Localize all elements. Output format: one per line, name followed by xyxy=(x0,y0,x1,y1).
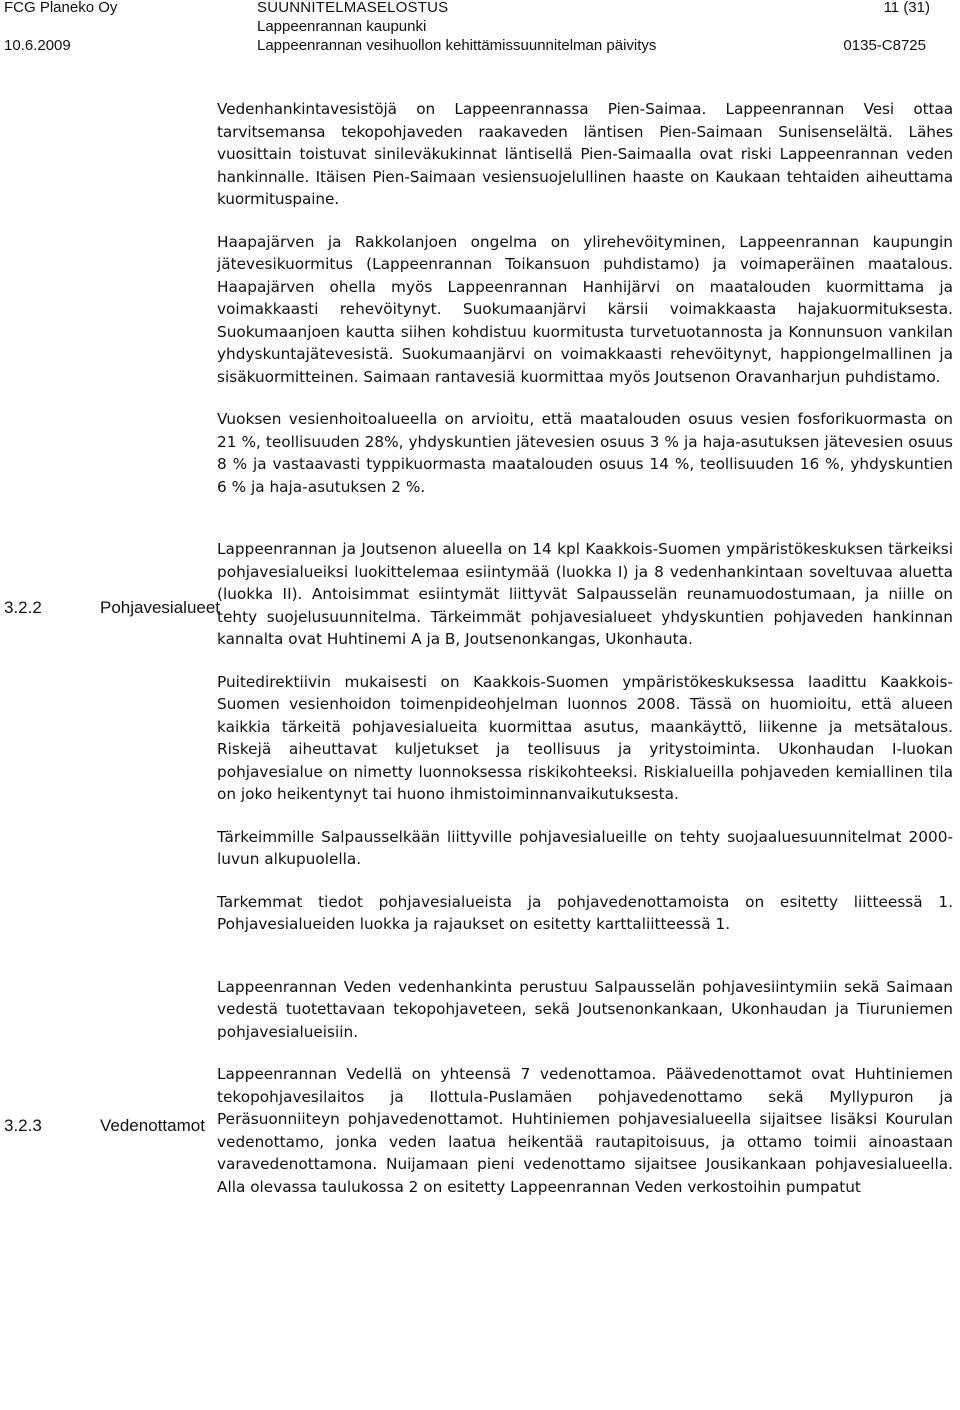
paragraph-protection-plans: Tärkeimmille Salpausselkään liittyville pohjavesialueille on tehty suojaaluesuunnitelmat 2000-luvun alkupuolella. xyxy=(217,827,953,868)
page-number: 11 (31) xyxy=(883,0,930,16)
document-type: SUUNNITELMASELOSTUS xyxy=(257,0,449,16)
company-name: FCG Planeko Oy xyxy=(4,0,118,16)
section-heading-pohjavesialueet xyxy=(4,597,220,619)
paragraph-eutrophication: Haapajärven ja Rakkolanjoen ongelma on ylirehevöityminen, Lappeenrannan kaupungin jätevesikuormitus (Lappeenrannan Toikansuon puhdistamo) ja voimaperäinen maatalous. Haapajärven ohella myös Lappeenrannan Hanhijärvi on maatalouden kuormittama ja voimakkaasti rehevöitynyt. Suokumaanjärvi kärsii voimakkaasta hajakuormituksesta. Suokumaanjoen kautta siihen kohdistuu kuormitusta turvetuotannosta ja Konnunsuon vankilan yhdyskuntajätevesistä. Suokumaanjärvi on voimakkaasti rehevöitynyt, happiongelmallinen ja sisäkuormitteinen. Saimaan rantavesiä kuormittaa myös Joutsenon Oravanharjun puhdistamo. xyxy=(217,232,953,386)
page-header xyxy=(0,0,960,62)
section-title: Vedenottamot xyxy=(100,1116,205,1135)
paragraph-nutrient-loads: Vuoksen vesienhoitoalueella on arvioitu, että maatalouden osuus vesien fosforikuormasta on 21 %, teollisuuden 28%, yhdyskuntien jätevesien osuus 3 % ja haja-asutuksen jätevesien osuus 8 % ja vastaavasti typpikuormasta maatalouden osuus 14 %, teollisuuden 16 %, yhdyskuntien 6 % ja haja-asutuksen 2 %. xyxy=(217,410,953,496)
client-name: Lappeenrannan kaupunki xyxy=(257,18,427,35)
section-title: Pohjavesialueet xyxy=(100,598,221,617)
paragraph-appendix-reference: Tarkemmat tiedot pohjavesialueista ja pohjavedenottamoista on esitetty liitteessä 1. Pohjavesialueiden luokka ja rajaukset on esitetty karttaliitteessä 1. xyxy=(217,892,953,933)
paragraph-intake-plants: Lappeenrannan Vedellä on yhteensä 7 vedenottamoa. Päävedenottamot ovat Huhtiniemen tekopohjavesilaitos ja Ilottula-Puslamäen pohjavedenottamo sekä Myllypuron ja Peräsuonniiteyn pohjavedenottamot. Huhtiniemen pohjavesialueella sijaitsee lisäksi Kourulan vedenottamo, jonka veden laatua heikentää rautapitoisuus, ja ottamo toimii ainoastaan varavedenottamona. Nuijamaan pieni vedenottamo sijaitsee Jousikankaan pohjavesialueella. Alla olevassa taulukossa 2 on esitetty Lappeenrannan Veden verkostoihin pumpatut xyxy=(217,1065,953,1196)
paragraph-water-sources: Vedenhankintavesistöjä on Lappeenrannassa Pien-Saimaa. Lappeenrannan Vesi ottaa tarvitsemansa tekopohjaveden raakaveden läntisen Pien-Saimaan Sunisenselältä. Lähes vuosittain toistuvat sinileväkukinnat läntisellä Pien-Saimaalla ovat riski Lappeenrannan veden hankinnalle. Itäisen Pien-Saimaan vesiensuojelullinen haaste on Kaukaan tehtaiden aiheuttama kuormituspaine. xyxy=(217,100,953,208)
paragraph-framework-directive: Puitedirektiivin mukaisesti on Kaakkois-Suomen ympäristökeskuksessa laadittu Kaakkois-Suomen vesienhoidon toimenpideohjelman luonnos 2008. Tässä on huomioitu, että alueen kaikkia tärkeitä pohjavesialueita kuormittaa asutus, maankäyttö, liikenne ja metsätalous. Riskejä aiheuttavat kuljetukset ja teollisuus ja yritystoiminta. Ukonhaudan I-luokan pohjavesialue on nimetty luonnoksessa riskikohteeksi. Riskialueilla pohjaveden kemiallinen tila on joko heikentynyt tai huono ihmistoiminnanvaikutuksesta. xyxy=(217,672,953,803)
paragraph-groundwater-areas: Lappeenrannan ja Joutsenon alueella on 14 kpl Kaakkois-Suomen ympäristökeskuksen tärkeiksi pohjavesialueiksi luokittelemaa esiintymää (luokka I) ja 8 vedenhankintaan soveltuvaa aluetta (luokka II). Antoisimmat esiintymät liittyvät Salpausselän reunamuodostumaan, ja niille on tehty suojelusuunnitelma. Tärkeimmät pohjavesialueet yhdyskuntien pohjaveden hankinnan kannalta ovat Huhtinemi A ja B, Joutsenonkangas, Ukonhauta. xyxy=(217,540,953,648)
document-date: 10.6.2009 xyxy=(4,37,71,54)
document-subject: Lappeenrannan vesihuollon kehittämissuunnitelman päivitys xyxy=(257,37,657,54)
section-number: 3.2.2 xyxy=(4,598,42,617)
document-body xyxy=(217,98,953,1198)
section-heading-vedenottamot xyxy=(4,1115,205,1137)
paragraph-water-supply: Lappeenrannan Veden vedenhankinta perustuu Salpausselän pohjavesiintymiin sekä Saimaan vedestä tuotettavaan tekopohjaveteen, sekä Joutsenonkankaan, Ukonhaudan ja Tiuruniemen pohjavesialueisiin. xyxy=(217,977,953,1041)
project-code: 0135-C8725 xyxy=(843,37,926,54)
section-number: 3.2.3 xyxy=(4,1116,42,1135)
